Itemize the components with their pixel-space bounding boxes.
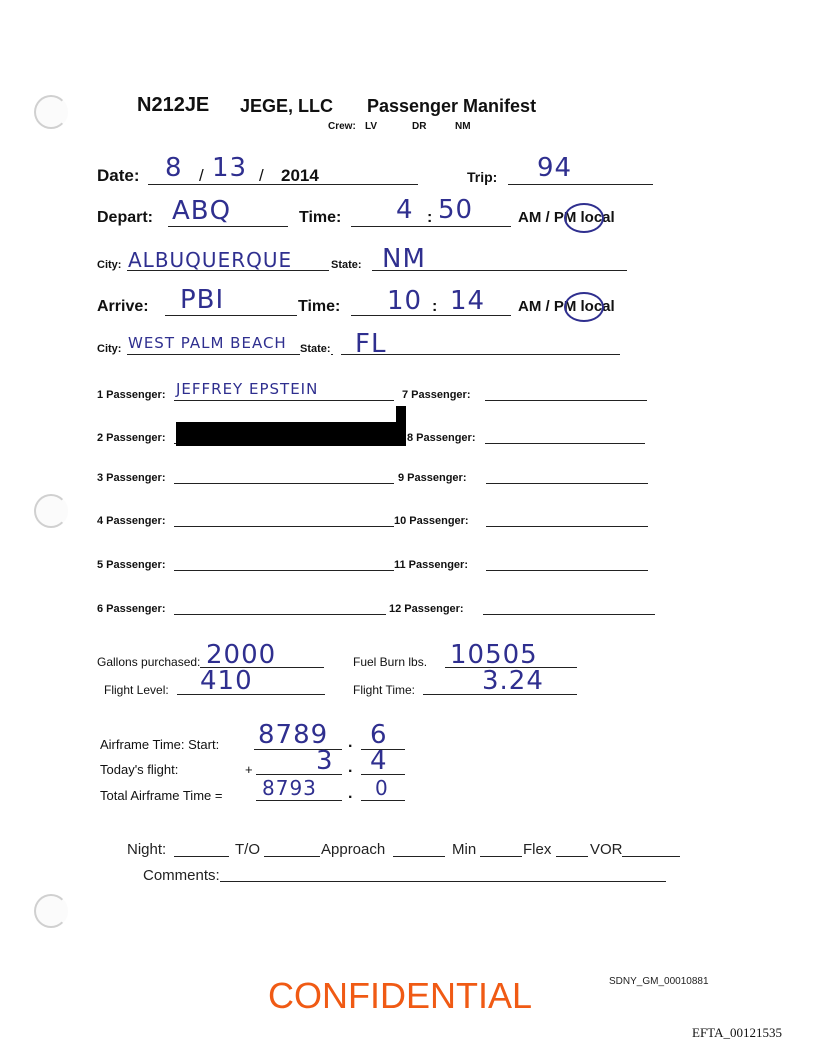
form-title: Passenger Manifest xyxy=(367,96,537,116)
todays-flight-whole: 3 xyxy=(316,746,334,776)
total-airframe-whole: 8793 xyxy=(262,776,317,800)
date-sep-2: / xyxy=(259,166,264,185)
total-airframe-line xyxy=(256,800,342,801)
depart-state: NM xyxy=(382,244,426,274)
passenger-5-line xyxy=(174,570,394,571)
to-label: T/O xyxy=(235,841,260,858)
depart-label: Depart: xyxy=(97,209,154,226)
arrive-city: WEST PALM BEACH xyxy=(128,334,287,352)
tail-number: N212JE xyxy=(137,94,210,116)
vor-line xyxy=(622,856,680,857)
trip-line xyxy=(508,184,653,185)
flight-level-label: Flight Level: xyxy=(104,683,169,697)
total-airframe-frac: 0 xyxy=(375,776,389,800)
passenger-3-label: 3 Passenger: xyxy=(97,472,166,484)
passenger-8-line xyxy=(485,443,645,444)
fuel-burn-value: 10505 xyxy=(450,640,538,670)
airframe-start-label: Airframe Time: Start: xyxy=(100,737,220,752)
todays-flight-label: Today's flight: xyxy=(100,762,179,777)
todays-flight-frac: 4 xyxy=(370,746,388,776)
passenger-4-label: 4 Passenger: xyxy=(97,515,166,527)
total-airframe-dot: . xyxy=(348,785,353,802)
passenger-2-label: 2 Passenger: xyxy=(97,432,166,444)
punch-hole-middle xyxy=(34,494,68,528)
passenger-10-label: 10 Passenger: xyxy=(394,515,469,527)
arrive-state-label: State: xyxy=(300,343,331,355)
depart-hour: 4 xyxy=(396,195,414,225)
passenger-7-line xyxy=(485,400,647,401)
depart-city-label: City: xyxy=(97,259,122,271)
efta-number: EFTA_00121535 xyxy=(692,1025,782,1040)
redaction-box-edge xyxy=(396,406,406,446)
passenger-12-label: 12 Passenger: xyxy=(389,603,464,615)
bates-number: SDNY_GM_00010881 xyxy=(609,976,709,987)
trip-label: Trip: xyxy=(467,169,498,185)
total-airframe-frac-line xyxy=(361,800,405,801)
passenger-5-label: 5 Passenger: xyxy=(97,559,166,571)
airframe-start-whole: 8789 xyxy=(258,720,329,750)
min-line xyxy=(480,856,522,857)
approach-line xyxy=(393,856,445,857)
arrive-line xyxy=(165,315,297,316)
passenger-4-line xyxy=(174,526,394,527)
depart-time-label: Time: xyxy=(299,209,342,226)
depart-minute: 50 xyxy=(438,195,474,225)
flight-level-value: 410 xyxy=(200,666,253,696)
depart-colon: : xyxy=(427,209,433,226)
passenger-11-line xyxy=(486,570,648,571)
passenger-7-label: 7 Passenger: xyxy=(402,389,471,401)
fuel-burn-label: Fuel Burn lbs. xyxy=(353,655,428,669)
passenger-6-line xyxy=(174,614,386,615)
comments-label: Comments: xyxy=(143,867,220,884)
crew-label: Crew: xyxy=(328,121,356,132)
trip-value: 94 xyxy=(537,153,573,183)
company-name: JEGE, LLC xyxy=(240,96,334,116)
passenger-1-line xyxy=(174,400,394,401)
flex-label: Flex xyxy=(523,841,552,858)
min-label: Min xyxy=(452,841,477,858)
night-line xyxy=(174,856,229,857)
total-airframe-label: Total Airframe Time = xyxy=(100,788,223,803)
arrive-hour: 10 xyxy=(387,286,423,316)
depart-pm-circle xyxy=(564,203,604,233)
depart-line xyxy=(168,226,288,227)
passenger-9-label: 9 Passenger: xyxy=(398,472,467,484)
arrive-minute: 14 xyxy=(450,286,486,316)
approach-label: Approach xyxy=(321,841,386,858)
passenger-10-line xyxy=(486,526,648,527)
to-line xyxy=(264,856,320,857)
punch-hole-bottom xyxy=(34,894,68,928)
gallons-value: 2000 xyxy=(206,640,277,670)
arrive-colon: : xyxy=(432,298,438,315)
date-month: 8 xyxy=(165,153,183,183)
arrive-pm-circle xyxy=(564,292,604,322)
date-sep-1: / xyxy=(199,166,204,185)
crew-1: LV xyxy=(365,121,378,132)
arrive-label: Arrive: xyxy=(97,298,149,315)
passenger-1-label: 1 Passenger: xyxy=(97,389,166,401)
passenger-12-line xyxy=(483,614,655,615)
flight-time-label: Flight Time: xyxy=(353,683,416,697)
date-label: Date: xyxy=(97,166,140,185)
arrive-ampm: AM / PM local xyxy=(518,298,615,315)
passenger-1-name: JEFFREY EPSTEIN xyxy=(176,380,319,398)
depart-state-label: State: xyxy=(331,259,362,271)
passenger-6-label: 6 Passenger: xyxy=(97,603,166,615)
date-day: 13 xyxy=(212,153,248,183)
comments-line xyxy=(220,881,666,882)
depart-airport: ABQ xyxy=(172,196,232,226)
todays-flight-dot: . xyxy=(348,759,353,776)
passenger-8-label: 8 Passenger: xyxy=(407,432,476,444)
date-year: 2014 xyxy=(281,166,319,185)
passenger-11-label: 11 Passenger: xyxy=(394,559,468,571)
passenger-3-line xyxy=(174,483,394,484)
vor-label: VOR xyxy=(590,841,623,858)
arrive-time-line xyxy=(351,315,511,316)
arrive-time-label: Time: xyxy=(298,298,341,315)
depart-city: ALBUQUERQUE xyxy=(128,248,293,272)
arrive-airport: PBI xyxy=(180,285,225,315)
todays-flight-plus: + xyxy=(245,762,253,777)
redaction-box xyxy=(176,422,396,446)
night-label: Night: xyxy=(127,841,167,858)
airframe-start-frac: 6 xyxy=(370,720,388,750)
crew-3: NM xyxy=(455,121,471,132)
punch-hole-top xyxy=(34,95,68,129)
airframe-start-dot: . xyxy=(348,734,353,751)
gallons-label: Gallons purchased: xyxy=(97,655,201,669)
crew-2: DR xyxy=(412,121,427,132)
arrive-city-label: City: xyxy=(97,343,122,355)
depart-ampm: AM / PM local xyxy=(518,209,615,226)
passenger-9-line xyxy=(486,483,648,484)
flight-time-value: 3.24 xyxy=(482,666,544,696)
flex-line xyxy=(556,856,588,857)
confidential-stamp: CONFIDENTIAL xyxy=(268,975,533,1016)
arrive-state: FL xyxy=(355,329,387,359)
